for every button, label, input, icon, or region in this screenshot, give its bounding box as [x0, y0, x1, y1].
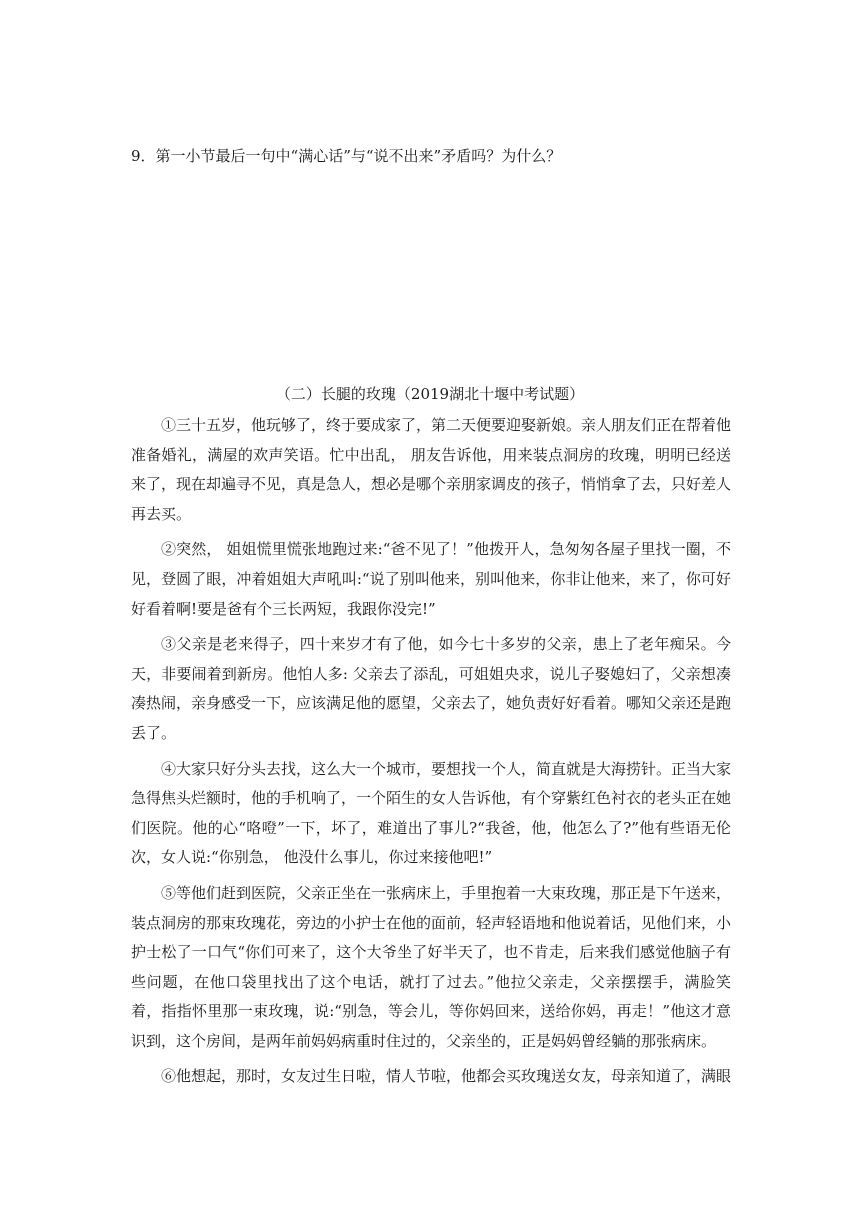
- paragraph-6: ⑥他想起，那时，女友过生日啦，情人节啦，他都会买玫瑰送女友，母亲知道了，满眼: [161, 1067, 732, 1086]
- reading-passage: [131, 411, 731, 1098]
- paragraph-5: ⑤等他们赶到医院，父亲正坐在一张病床上，手里抱着一大束玫瑰，那正是下午送来，装点洞房的那束玫瑰花，旁边的小护士在他的面前，轻声轻语地和他说着话，见他们来，小护士松了一口气“你们可来了，这个大爷坐了好半天了，也不肯走，后来我们感觉他脑子有些问题，在他口袋里找出了这个电话，就打了过去。”他拉父亲走，父亲摆摆手，满脸笑着，指指怀里那一束玫瑰，说:“别急，等会儿，等你妈回来，送给你妈，再走！”他这才意识到，这个房间，是两年前妈妈病重时住过的，父亲坐的，正是妈妈曾经躺的那张病床。: [131, 883, 732, 1050]
- paragraph-4: ④大家只好分头去找，这么大一个城市，要想找一个人，简直就是大海捞针。正当大家急得焦头烂额时，他的手机响了，一个陌生的女人告诉他，有个穿紫红色衬衣的老头正在她们医院。他的心“咯噔”一下，坏了，难道出了事儿?“我爸，他，他怎么了?”他有些语无伦次，女人说:“你别急， 他没什么事儿，你过来接他吧!”: [131, 759, 732, 867]
- question-9: 9．第一小节最后一句中“满心话”与“说不出来”矛盾吗？为什么？: [131, 147, 562, 165]
- paragraph-1: ①三十五岁，他玩够了，终于要成家了，第二天便要迎娶新娘。亲人朋友们正在帮着他准备婚礼，满屋的欢声笑语。忙中出乱， 朋友告诉他，用来装点洞房的玫瑰，明明已经送来了，现在却遍寻不见，真是急人，想必是哪个亲朋家调皮的孩子，悄悄拿了去，只好差人再去买。: [131, 416, 732, 523]
- paragraph-2: ②突然， 姐姐慌里慌张地跑过来:“爸不见了！”他拨开人，急匆匆各屋子里找一圈，不见，登圆了眼，冲着姐姐大声吼叫:“说了别叫他来，别叫他来，你非让他来，来了，你可好好看着啊!要是爸有个三长两短，我跟你没完!”: [131, 540, 731, 618]
- section-title: （二）长腿的玫瑰（2019湖北十堰中考试题）: [275, 385, 585, 403]
- paragraph-3: ③父亲是老来得子，四十来岁才有了他，如今七十多岁的父亲，患上了老年痴呆。今天，非要闹着到新房。他怕人多: 父亲去了添乱，可姐姐央求，说儿子娶媳妇了，父亲想凑凑热闹，亲身感受一下，应该满足他的愿望，父亲去了，她负责好好看着。哪知父亲还是跑丢了。: [131, 635, 732, 742]
